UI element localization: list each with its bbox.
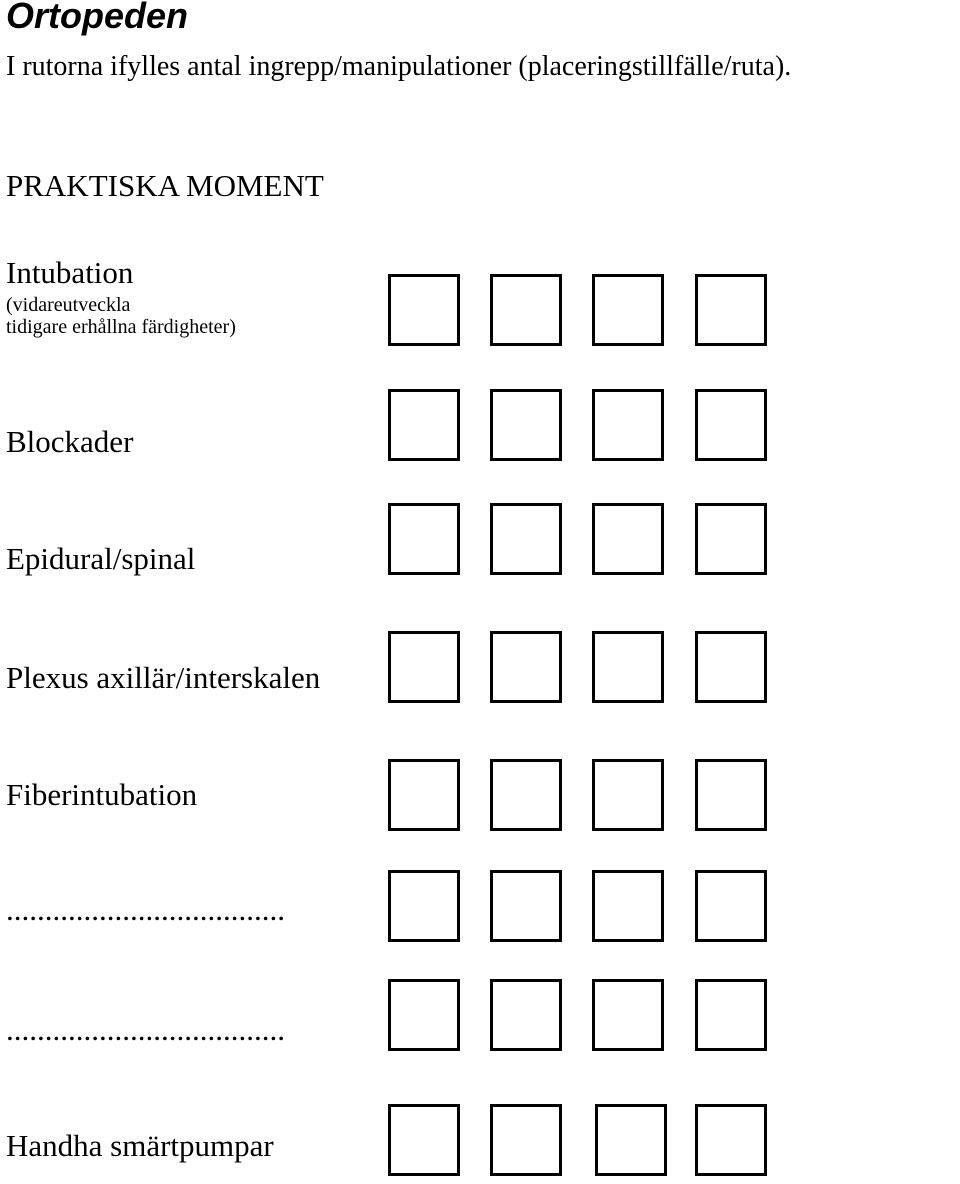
tally-box[interactable] bbox=[388, 1104, 460, 1176]
row-label-plexus: Plexus axillär/interskalen bbox=[6, 660, 321, 695]
tally-box[interactable] bbox=[490, 1104, 562, 1176]
tally-box[interactable] bbox=[592, 274, 664, 346]
tally-box[interactable] bbox=[592, 503, 664, 575]
instruction-text: I rutorna ifylles antal ingrepp/manipulationer (placeringstillfälle/ruta). bbox=[6, 51, 792, 82]
row-label-smartpumpar: Handha smärtpumpar bbox=[6, 1128, 274, 1163]
tally-box[interactable] bbox=[695, 274, 767, 346]
tally-box[interactable] bbox=[592, 759, 664, 831]
tally-box[interactable] bbox=[388, 274, 460, 346]
tally-box[interactable] bbox=[695, 870, 767, 942]
tally-box[interactable] bbox=[490, 870, 562, 942]
tally-box[interactable] bbox=[388, 631, 460, 703]
tally-box[interactable] bbox=[695, 503, 767, 575]
tally-box[interactable] bbox=[490, 274, 562, 346]
row-label-intubation: Intubation bbox=[6, 255, 134, 290]
tally-box[interactable] bbox=[490, 759, 562, 831]
tally-box[interactable] bbox=[695, 1104, 767, 1176]
row-label-epidural-spinal: Epidural/spinal bbox=[6, 541, 196, 576]
tally-box[interactable] bbox=[490, 631, 562, 703]
tally-box[interactable] bbox=[388, 389, 460, 461]
tally-box[interactable] bbox=[490, 503, 562, 575]
tally-box[interactable] bbox=[388, 870, 460, 942]
tally-box[interactable] bbox=[490, 979, 562, 1051]
tally-box[interactable] bbox=[592, 979, 664, 1051]
row-label-blank-2: .................................... bbox=[6, 1012, 285, 1047]
tally-box[interactable] bbox=[695, 631, 767, 703]
tally-box[interactable] bbox=[592, 389, 664, 461]
row-label-blockader: Blockader bbox=[6, 424, 134, 459]
row-label-blank-1: .................................... bbox=[6, 892, 285, 927]
note-line: (vidareutveckla bbox=[6, 294, 131, 316]
section-heading: PRAKTISKA MOMENT bbox=[6, 168, 324, 203]
page-title: Ortopeden bbox=[6, 0, 189, 36]
tally-box[interactable] bbox=[388, 503, 460, 575]
tally-box[interactable] bbox=[490, 389, 562, 461]
row-note-intubation bbox=[6, 294, 236, 338]
note-line: tidigare erhållna färdigheter) bbox=[6, 316, 236, 338]
row-label-fiberintubation: Fiberintubation bbox=[6, 777, 198, 812]
tally-box[interactable] bbox=[388, 979, 460, 1051]
tally-box[interactable] bbox=[592, 870, 664, 942]
tally-box[interactable] bbox=[592, 631, 664, 703]
tally-box[interactable] bbox=[595, 1104, 667, 1176]
tally-box[interactable] bbox=[695, 759, 767, 831]
tally-box[interactable] bbox=[695, 979, 767, 1051]
tally-box[interactable] bbox=[388, 759, 460, 831]
tally-box[interactable] bbox=[695, 389, 767, 461]
